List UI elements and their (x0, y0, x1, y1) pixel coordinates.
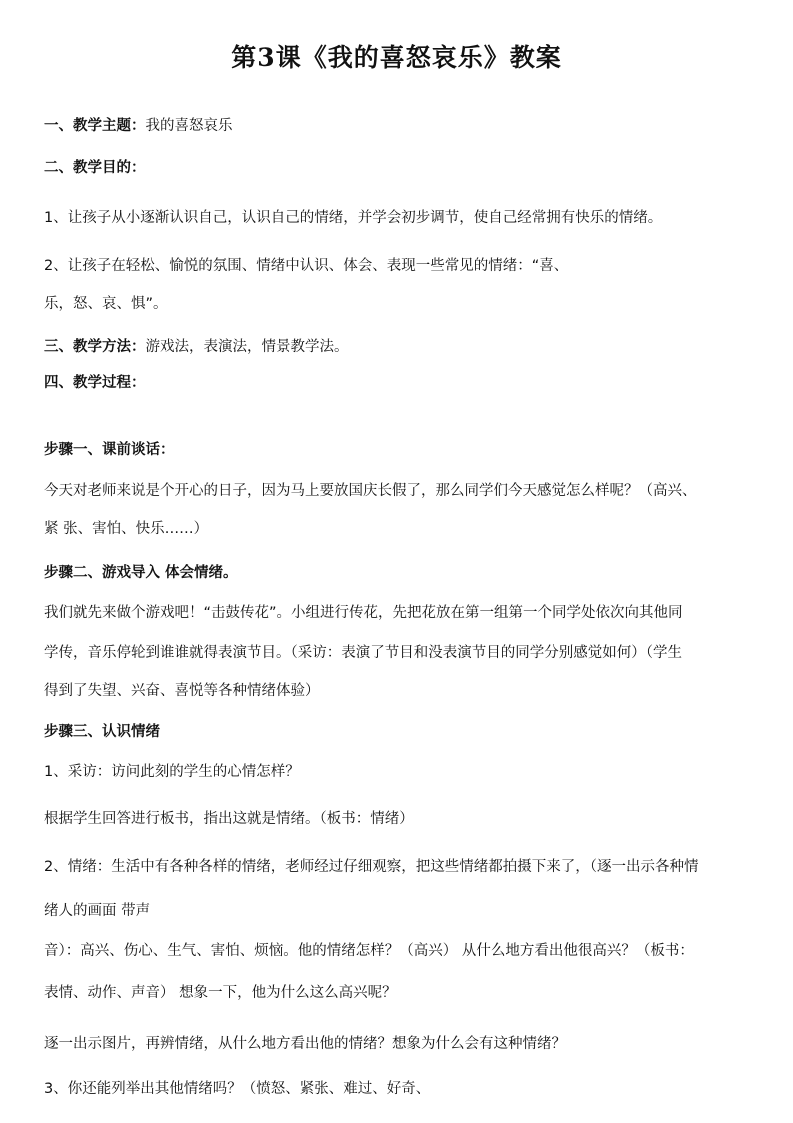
section-heading-line (44, 158, 764, 178)
paragraph-line (44, 809, 764, 829)
line-text: 今天对老师来说是个开心的日子，因为马上要放国庆长假了，那么同学们今天感觉怎么样呢？（高兴、 (44, 483, 697, 499)
paragraph-line (44, 983, 764, 1003)
paragraph-line (44, 857, 764, 877)
section-heading-line (44, 722, 764, 742)
line-text: 紧 张、害怕、快乐……） (44, 521, 209, 537)
line-text: 2、情绪：生活中有各种各样的情绪，老师经过仔细观察，把这些情绪都拍摄下来了，（逐一出示各种情 (44, 859, 699, 875)
paragraph-line (44, 1034, 764, 1054)
paragraph-line (44, 1079, 764, 1099)
line-text: 游戏法，表演法，情景教学法。 (145, 339, 349, 355)
line-text: 音）：高兴、伤心、生气、害怕、烦恼。他的情绪怎样？（高兴） 从什么地方看出他很高兴？（板书： (44, 943, 694, 959)
line-text: 3、你还能列举出其他情绪吗？（愤怒、紧张、难过、好奇、 (44, 1081, 431, 1097)
paragraph-line (44, 681, 764, 701)
section-heading-line (44, 116, 764, 136)
line-text: 根据学生回答进行板书，指出这就是情绪。（板书：情绪） (44, 811, 414, 827)
paragraph-line (44, 901, 764, 921)
paragraph-line (44, 762, 764, 782)
line-text: 乐，怒、哀、惧”。 (44, 296, 168, 312)
line-text: 学传，音乐停轮到谁谁就得表演节目。（采访：表演了节目和没表演节目的同学分别感觉如何）（学生 (44, 645, 682, 661)
paragraph-line (44, 294, 764, 314)
section-heading-line (44, 337, 764, 357)
paragraph-line (44, 519, 764, 539)
line-text: 得到了失望、兴奋、喜悦等各种情绪体验） (44, 683, 320, 699)
document-title: 第3课《我的喜怒哀乐》教案 (231, 43, 562, 72)
line-text: 我的喜怒哀乐 (145, 118, 233, 134)
line-text: 1、让孩子从小逐渐认识自己，认识自己的情绪，并学会初步调节，使自己经常拥有快乐的情绪。 (44, 210, 663, 226)
paragraph-line (44, 603, 764, 623)
heading-label: 三、教学方法： (44, 339, 146, 355)
line-text: 表情、动作、声音） 想象一下，他为什么这么高兴呢？ (44, 985, 397, 1001)
line-text: 1、采访：访问此刻的学生的心情怎样？ (44, 764, 300, 780)
paragraph-line (44, 481, 764, 501)
paragraph-line (44, 643, 764, 663)
section-heading-line (44, 373, 764, 393)
paragraph-line (44, 208, 764, 228)
line-text: 逐一出示图片，再辨情绪，从什么地方看出他的情绪？想象为什么会有这种情绪？ (44, 1036, 566, 1052)
section-heading-line (44, 440, 764, 460)
line-text: 绪人的画面 带声 (44, 903, 151, 919)
heading-label: 步骤三、认识情绪 (44, 724, 160, 740)
heading-label: 步骤一、课前谈话： (44, 442, 175, 458)
heading-label: 一、教学主题： (44, 118, 146, 134)
line-text: 我们就先来做个游戏吧！“击鼓传花”。小组进行传花，先把花放在第一组第一个同学处依次向其他同 (44, 605, 683, 621)
paragraph-line (44, 256, 764, 276)
line-text: 2、让孩子在轻松、愉悦的氛围、情绪中认识、体会、表现一些常见的情绪：“喜、 (44, 258, 569, 274)
section-heading-line (44, 563, 764, 583)
paragraph-line (44, 941, 764, 961)
heading-label: 二、教学目的： (44, 160, 146, 176)
heading-label: 四、教学过程： (44, 375, 146, 391)
heading-label: 步骤二、游戏导入 体会情绪。 (44, 565, 238, 581)
